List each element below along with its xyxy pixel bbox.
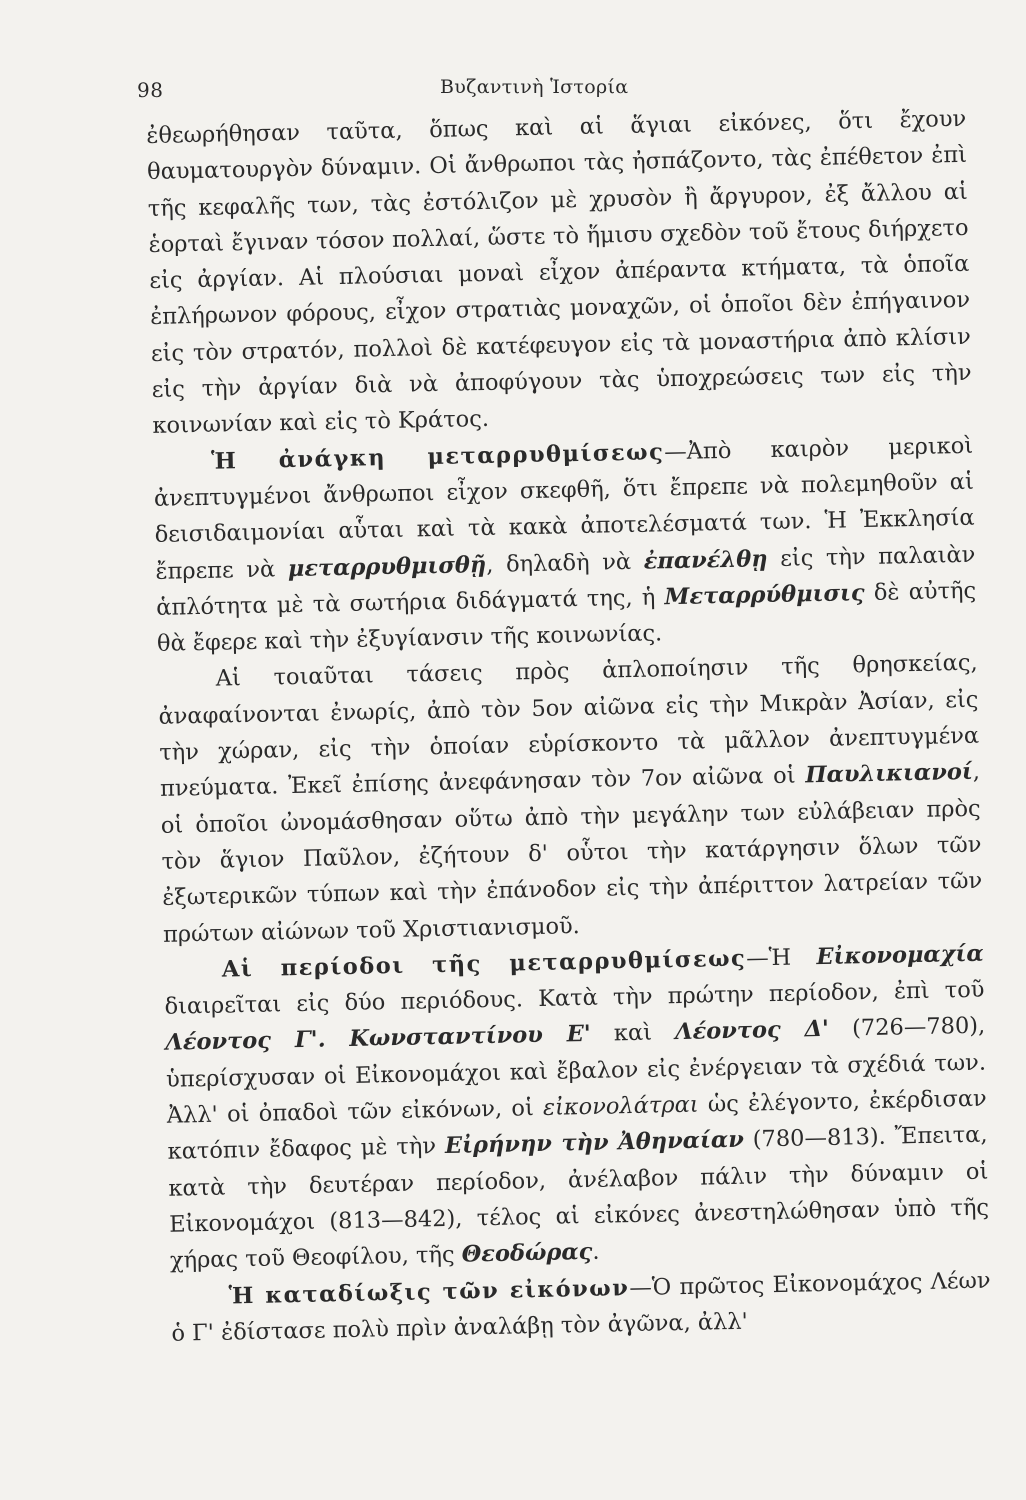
paragraph [157, 645, 983, 952]
text-run: (726—780), ὑπερίσχυσαν οἱ Εἰκονομάχοι καὶ ἔβαλον εἰς ἐνέργειαν τὰ σχέδιά των. Ἀλλ' οἱ ὀπαδοὶ τῶν εἰκόνων, οἱ [165, 1013, 987, 1129]
text-block [146, 101, 992, 1352]
emphasis: μεταρρυθμισθῇ [287, 551, 487, 582]
text-run: , δηλαδὴ νὰ [485, 548, 644, 578]
emphasis: Εἰρήνην τὴν Ἀθηναίαν [444, 1127, 745, 1160]
page-number: 98 [137, 78, 164, 102]
text-run: —Ἡ [745, 943, 817, 972]
emphasis: ἐπανέλθῃ [643, 545, 768, 575]
emphasis: Παυλικιανοί [805, 759, 973, 789]
text-run: (780—813). Ἔπειτα, κατὰ τὴν δευτέραν περίοδον, ἀνέλαβον πάλιν τὴν δύναμιν οἱ Εἰκονομάχοι (813—842), τέλος αἱ εἰκόνες ἀνεστηλώθησαν ὑπὸ τῆς χήρας τοῦ Θεοφίλου, τῆς [168, 1121, 990, 1274]
emphasis: Θεοδώρας [461, 1239, 593, 1268]
text-run: —Ἀπὸ καιρὸν μερικοὶ ἀνεπτυγμένοι ἄνθρωποι εἶχον σκεφθῆ, ὅτι ἔπρεπε νὰ πολεμηθοῦν αἱ δεισιδαιμονίαι αὗται καὶ τὰ κακὰ ἀποτελέσματά των. Ἡ Ἐκκλησία ἔπρεπε νὰ [153, 432, 975, 585]
paragraph: ἐθεωρήθησαν ταῦτα, ὅπως καὶ αἱ ἅγιαι εἰκόνες, ὅτι ἔχουν θαυματουργὸν δύναμιν. Οἱ ἄνθρωποι τὰς ἠσπάζοντο, τὰς ἐπέθετον ἐπὶ τῆς κεφαλῆς των, τὰς ἐστόλιζον μὲ χρυσὸν ἢ ἄργυρον, ἐξ ἄλλου αἱ ἑορταὶ ἔγιναν τόσον πολλαί, ὥστε τὸ ἥμισυ σχεδὸν τοῦ ἔτους διήρχετο εἰς ἀργίαν. Αἱ πλούσιαι μοναὶ εἶχον ἀπέραντα κτήματα, τὰ ὁποῖα ἐπλήρωνον φόρους, εἶχον στρατιὰς μοναχῶν, οἱ ὁποῖοι δὲν ἐπήγαινον εἰς τὸν στρατόν, πολλοὶ δὲ κατέφευγον εἰς τὰ μοναστήρια ἀπὸ κλίσιν εἰς τὴν ἀργίαν διὰ νὰ ἀποφύγουν τὰς ὑποχρεώσεις των εἰς τὴν κοινωνίαν καὶ εἰς τὸ Κράτος. [146, 105, 972, 440]
paragraph [153, 427, 977, 662]
text-run: , οἱ ὁποῖοι ὠνομάσθησαν οὕτω ἀπὸ τὴν μεγάλην των εὐλάβειαν πρὸς τὸν ἅγιον Παῦλον, ἐζήτουν δ' οὗτοι τὴν κατάργησιν ὅλων τῶν ἐξωτερικῶν τύπων καὶ τὴν ἐπάνοδον εἰς τὴν ἀπέριττον λατρείαν τῶν πρώτων αἰώνων τοῦ Χριστιανισμοῦ. [160, 759, 983, 948]
section-heading: Ἡ ἀνάγκη μεταρρυθμίσεως [210, 438, 665, 475]
text-run: —Ὁ πρῶτος Εἰκονομάχος Λέων ὁ Γ' ἐδίστασε πολὺ πρὶν ἀναλάβῃ τὸν ἀγῶνα, ἀλλ' [171, 1267, 991, 1347]
text-run: διαιρεῖται εἰς δύο περιόδους. Κατὰ τὴν πρώτην περίοδον, ἐπὶ τοῦ [164, 976, 985, 1020]
text-run: . [592, 1238, 600, 1266]
text-run: δὲ αὐτῆς θὰ ἔφερε καὶ τὴν ἐξυγίανσιν τῆς κοινωνίας. [156, 577, 977, 658]
emphasis: Λέοντος Γ'. Κωνσταντίνου Ε' [165, 1021, 591, 1057]
text-run: Αἱ τοιαῦται τάσεις πρὸς ἁπλοποίησιν τῆς θρησκείας, ἀναφαίνονται ἐνωρίς, ἀπὸ τὸν 5ον αἰῶνα εἰς τὴν Μικρὰν Ἀσίαν, εἰς τὴν χώραν, εἰς τὴν ὁποίαν εὑρίσκοντο τὰ μᾶλλον ἀνεπτυγμένα πνεύματα. Ἐκεῖ ἐπίσης ἀνεφάνησαν τὸν 7ον αἰῶνα οἱ [158, 650, 980, 803]
emphasis: Εἰκονομαχία [816, 940, 984, 970]
text-run: εἰς τὴν παλαιὰν ἁπλότητα μὲ τὰ σωτήρια διδάγματά της, ἡ [155, 541, 976, 621]
text-run: ὡς ἐλέγοντο, ἐκέρδισαν κατόπιν ἔδαφος μὲ τὴν [167, 1085, 987, 1166]
running-title: Βυζαντινὴ Ἱστορία [440, 76, 629, 98]
text-run: καὶ [590, 1019, 676, 1048]
emphasis: Μεταρρύθμισις [664, 579, 865, 611]
section-heading: Ἡ καταδίωξις τῶν εἰκόνων [228, 1274, 630, 1310]
emphasis: Λέοντος Δ' [674, 1016, 830, 1046]
paragraph [163, 935, 990, 1279]
section-heading: Αἱ περίοδοι τῆς μεταρρυθμίσεως [221, 945, 747, 983]
emphasis: εἰκονολάτραι [542, 1091, 699, 1121]
